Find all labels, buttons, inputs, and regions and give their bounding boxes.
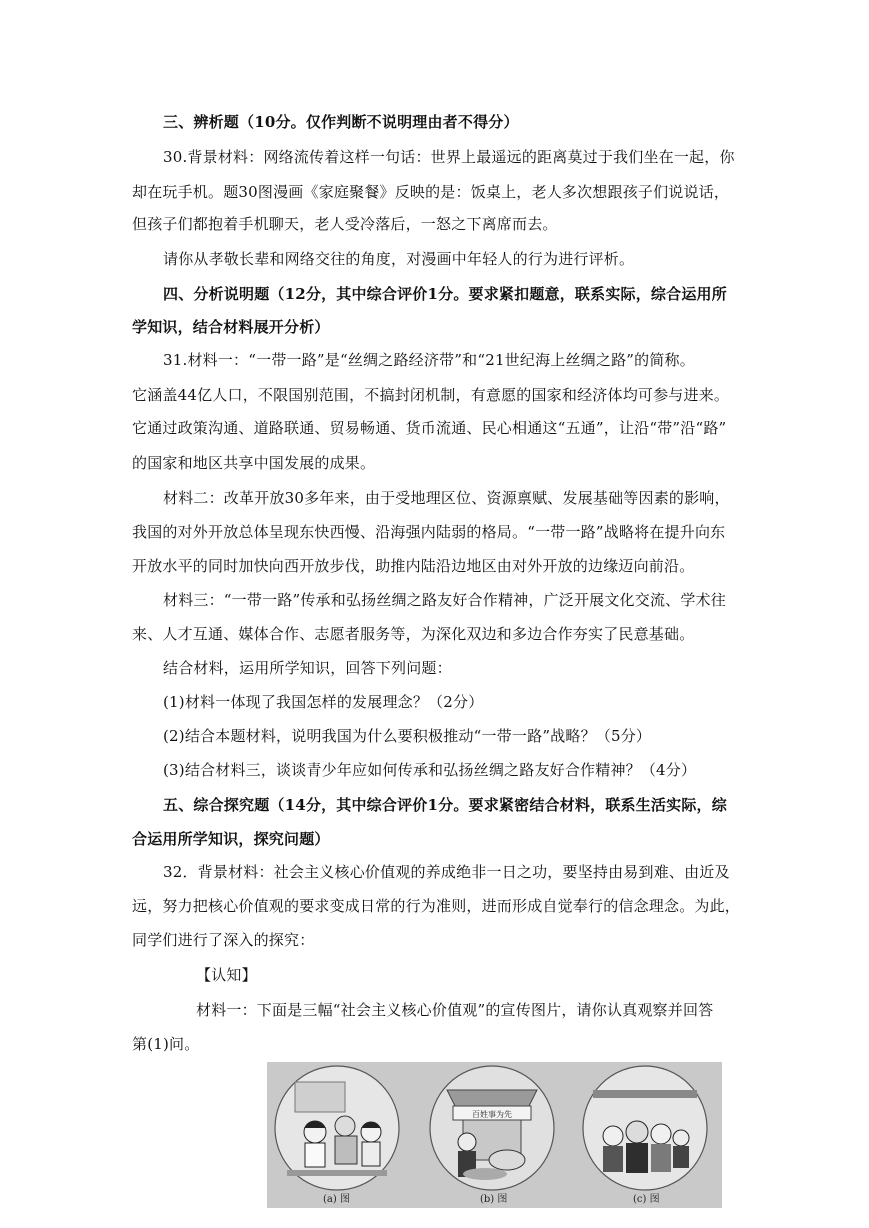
paragraph-line: 的国家和地区共享中国发展的成果。 — [132, 454, 376, 472]
paragraph-line: 它涵盖44亿人口，不限国别范围，不搞封闭机制，有意愿的国家和经济体均可参与进来。 — [132, 386, 730, 404]
poster-sign-text: 百姓事为先 — [472, 1110, 512, 1119]
paragraph-line: 我国的对外开放总体呈现东快西慢、沿海强内陆弱的格局。“一带一路”战略将在提升向东 — [132, 523, 726, 541]
paragraph-line: 开放水平的同时加快向西开放步伐，助推内陆沿边地区由对外开放的边缘迈向前沿。 — [132, 557, 695, 575]
question-item: (1)材料一体现了我国怎样的发展理念？（2分） — [163, 693, 484, 711]
paragraph-line: 材料三：“一带一路”传承和弘扬丝绸之路友好合作精神，广泛开展文化交流、学术往 — [163, 591, 726, 609]
paragraph-line: 结合材料，运用所学知识，回答下列问题： — [163, 659, 452, 677]
section-heading: 学知识，结合材料展开分析） — [132, 318, 330, 336]
paragraph-line: 第(1)问。 — [132, 1035, 200, 1053]
paragraph-line: 材料二：改革开放30多年来，由于受地理区位、资源禀赋、发展基础等因素的影响， — [163, 489, 730, 507]
paragraph-line: 却在玩手机。题30图漫画《家庭聚餐》反映的是：饭桌上，老人多次想跟孩子们说说话， — [132, 183, 730, 201]
section-heading: 合运用所学知识，探究问题） — [132, 830, 330, 848]
caption-c: (c) 图 — [633, 1194, 660, 1205]
paragraph-line: 材料一：下面是三幅“社会主义核心价值观”的宣传图片，请你认真观察并回答 — [196, 1001, 714, 1019]
caption-b: (b) 图 — [480, 1194, 508, 1205]
paragraph-line: 来、人才互通、媒体合作、志愿者服务等，为深化双边和多边合作夯实了民意基础。 — [132, 625, 695, 643]
posters-illustration — [267, 1062, 722, 1208]
paragraph-line: 请你从孝敬长辈和网络交往的角度，对漫画中年轻人的行为进行评析。 — [163, 250, 635, 268]
illustration-a — [275, 1066, 399, 1190]
illustration-c — [583, 1066, 707, 1190]
section-heading: 五、综合探究题（14分，其中综合评价1分。要求紧密结合材料，联系生活实际，综 — [163, 796, 727, 814]
section-heading: 三、辨析题（10分。仅作判断不说明理由者不得分） — [163, 113, 519, 131]
value-posters-figure — [267, 1062, 722, 1208]
paragraph-line: 30.背景材料：网络流传着这样一句话：世界上最遥远的距离莫过于我们坐在一起，你 — [163, 148, 735, 166]
section-heading: 四、分析说明题（12分，其中综合评价1分。要求紧扣题意，联系实际，综合运用所 — [163, 285, 727, 303]
illustration-b — [430, 1066, 554, 1190]
paragraph-line: 31.材料一：“一带一路”是“丝绸之路经济带”和“21世纪海上丝绸之路”的简称。 — [163, 351, 695, 369]
paragraph-line: 远，努力把核心价值观的要求变成日常的行为准则，进而形成自觉奉行的信念理念。为此， — [132, 897, 741, 915]
paragraph-line: 同学们进行了深入的探究： — [132, 931, 315, 949]
subsection-label: 【认知】 — [196, 966, 257, 984]
paragraph-line: 但孩子们都抱着手机聊天，老人受冷落后，一怒之下离席而去。 — [132, 215, 558, 233]
question-item: (2)结合本题材料，说明我国为什么要积极推动“一带一路”战略？（5分） — [163, 727, 652, 745]
question-item: (3)结合材料三，谈谈青少年应如何传承和弘扬丝绸之路友好合作精神？（4分） — [163, 761, 697, 779]
caption-a: (a) 图 — [323, 1194, 350, 1205]
paragraph-line: 它通过政策沟通、道路联通、贸易畅通、货币流通、民心相通这“五通”，让沿“带”沿“路” — [132, 419, 727, 437]
paragraph-line: 32．背景材料：社会主义核心价值观的养成绝非一日之功，要坚持由易到难、由近及 — [163, 863, 730, 881]
